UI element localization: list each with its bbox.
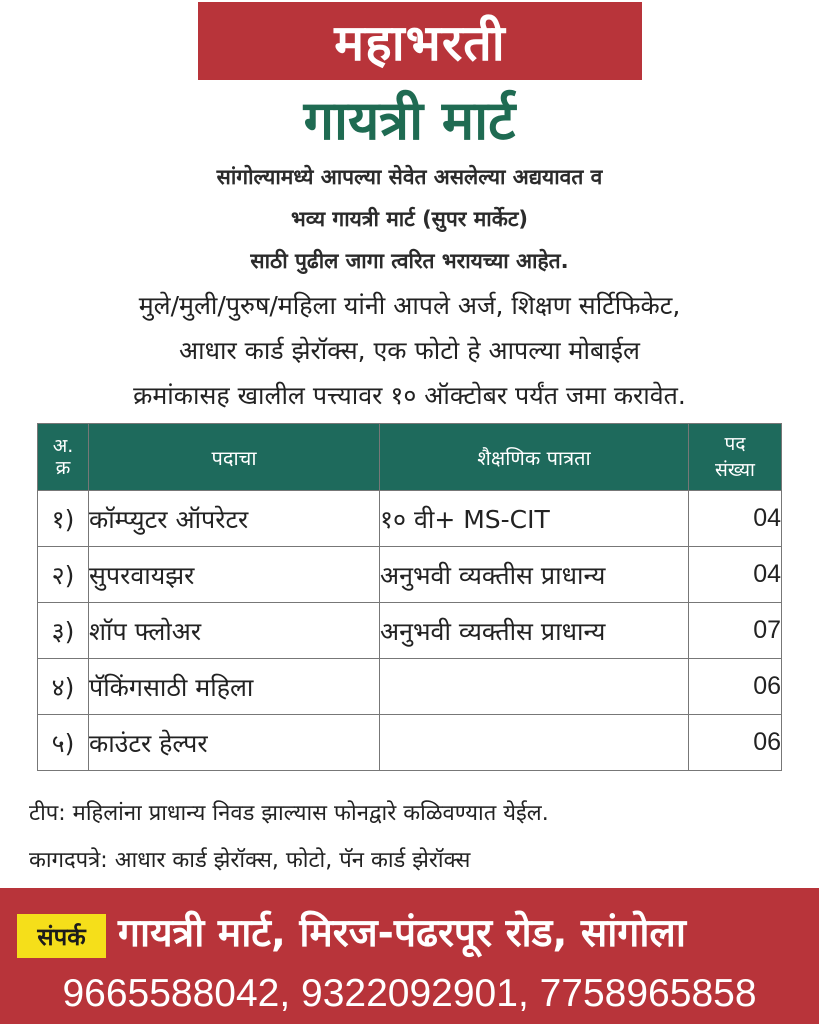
instruction-line-1: मुले/मुली/पुरुष/महिला यांनी आपले अर्ज, शिक्षण सर्टिफिकेट, — [138, 291, 681, 320]
row-post: सुपरवायझर — [89, 547, 380, 603]
row-count: 06 — [689, 715, 782, 771]
row-count: 04 — [689, 491, 782, 547]
table-row — [38, 547, 782, 603]
store-address: गायत्री मार्ट, मिरज-पंढरपूर रोड, सांगोला — [118, 911, 686, 956]
column-header-serial — [38, 424, 89, 491]
row-serial: ५) — [38, 715, 89, 771]
column-header-post: पदाचा — [89, 424, 380, 491]
row-post: शॉप फ्लोअर — [89, 603, 380, 659]
row-post: पॅकिंगसाठी महिला — [89, 659, 380, 715]
contact-label: संपर्क — [17, 914, 106, 958]
instruction-line-2: आधार कार्ड झेरॉक्स, एक फोटो हे आपल्या मोबाईल — [179, 336, 640, 365]
column-header-serial-line2: क्र — [55, 457, 71, 479]
row-qualification — [380, 715, 689, 771]
row-count: 07 — [689, 603, 782, 659]
intro-line-1: सांगोल्यामध्ये आपल्या सेवेत असलेल्या अद्ययावत व — [216, 165, 603, 189]
row-qualification: अनुभवी व्यक्तीस प्राधान्य — [380, 603, 689, 659]
column-header-qualification: शैक्षणिक पात्रता — [380, 424, 689, 491]
row-qualification — [380, 659, 689, 715]
row-serial: ४) — [38, 659, 89, 715]
row-serial: २) — [38, 547, 89, 603]
column-header-serial-line1: अ. — [52, 435, 74, 457]
table-row — [38, 659, 782, 715]
row-count: 06 — [689, 659, 782, 715]
table-row — [38, 603, 782, 659]
row-qualification: १० वी+ MS-CIT — [380, 491, 689, 547]
row-qualification: अनुभवी व्यक्तीस प्राधान्य — [380, 547, 689, 603]
row-count: 04 — [689, 547, 782, 603]
table-header-row — [38, 424, 782, 491]
instruction-line-3: क्रमांकासह खालील पत्त्यावर १० ऑक्टोबर पर्यंत जमा करावेत. — [133, 381, 686, 410]
phone-numbers: 9665588042, 9322092901, 7758965858 — [62, 972, 757, 1015]
tip-note: टीप: महिलांना प्राधान्य निवड झाल्यास फोनद्वारे कळिवण्यात येईल. — [29, 801, 549, 826]
store-title: गायत्री मार्ट — [303, 89, 516, 152]
table-row — [38, 491, 782, 547]
table-row — [38, 715, 782, 771]
row-serial: १) — [38, 491, 89, 547]
column-header-count-line1: पद — [724, 433, 746, 455]
documents-note: कागदपत्रे: आधार कार्ड झेरॉक्स, फोटो, पॅन कार्ड झेरॉक्स — [29, 848, 471, 873]
row-post: कॉम्प्युटर ऑपरेटर — [89, 491, 380, 547]
column-header-count — [689, 424, 782, 491]
intro-line-3: साठी पुढील जागा त्वरित भरायच्या आहेत. — [250, 249, 569, 273]
vacancy-table — [37, 423, 782, 771]
row-serial: ३) — [38, 603, 89, 659]
column-header-count-line2: संख्या — [715, 459, 755, 481]
row-post: काउंटर हेल्पर — [89, 715, 380, 771]
recruitment-banner: महाभरती — [198, 2, 642, 80]
intro-line-2: भव्य गायत्री मार्ट (सुपर मार्केट) — [290, 207, 529, 231]
